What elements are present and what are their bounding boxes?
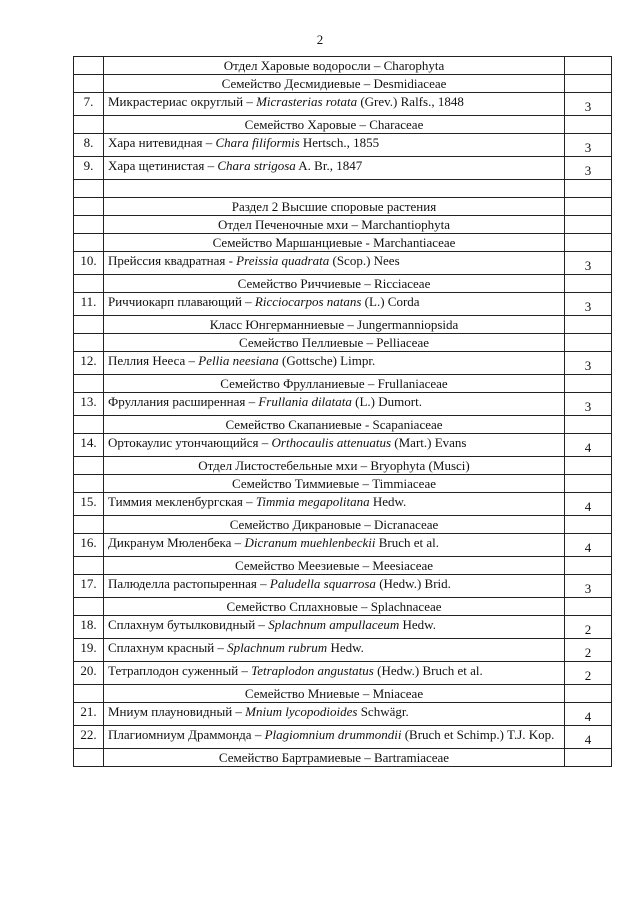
- row-number-cell: [74, 57, 104, 75]
- species-russian-name: Риччиокарп плавающий –: [108, 294, 255, 309]
- species-author: Bruch et al.: [375, 535, 440, 550]
- species-russian-name: Микрастериас округлый –: [108, 94, 257, 109]
- row-number-cell: [74, 198, 104, 216]
- table-row: [74, 134, 612, 157]
- species-name-cell: [104, 616, 565, 639]
- species-latin-name: Preissia quadrata: [236, 253, 330, 268]
- species-latin-name: Paludella squarrosa: [269, 576, 376, 591]
- row-number-cell: 11.: [74, 293, 104, 316]
- row-number-cell: 10.: [74, 252, 104, 275]
- species-latin-name: Splachnum ampullaceum: [268, 617, 400, 632]
- species-russian-name: Прейссия квадратная -: [108, 253, 237, 268]
- section-header-cell: Семейство Дикрановые – Dicranaceae: [104, 516, 565, 534]
- species-name-cell: [104, 252, 565, 275]
- row-number-cell: 12.: [74, 352, 104, 375]
- category-cell: [565, 180, 612, 198]
- category-cell: 3: [565, 93, 612, 116]
- row-number-cell: [74, 334, 104, 352]
- section-header-cell: Семейство Маршанциевые - Marchantiaceae: [104, 234, 565, 252]
- table-row: [74, 198, 612, 216]
- table-row: [74, 516, 612, 534]
- species-latin-name: Mnium lycopodioides: [245, 704, 358, 719]
- section-header-cell: Семейство Мниевые – Mniaceae: [104, 685, 565, 703]
- row-number-cell: [74, 475, 104, 493]
- table-row: [74, 457, 612, 475]
- table-row: [74, 598, 612, 616]
- species-russian-name: Мниум плауновидный –: [108, 704, 246, 719]
- table-row: [74, 116, 612, 134]
- row-number-cell: 13.: [74, 393, 104, 416]
- species-name-cell: [104, 157, 565, 180]
- category-cell: [565, 116, 612, 134]
- species-author: (Hedw.) Bruch et al.: [373, 663, 483, 678]
- category-cell: [565, 334, 612, 352]
- category-cell: [565, 557, 612, 575]
- species-name-cell: [104, 434, 565, 457]
- category-cell: 3: [565, 293, 612, 316]
- species-table-body: [74, 57, 612, 767]
- category-cell: 2: [565, 662, 612, 685]
- row-number-cell: 19.: [74, 639, 104, 662]
- species-russian-name: Пеллия Нееса –: [108, 353, 199, 368]
- species-russian-name: Сплахнум бутылковидный –: [108, 617, 269, 632]
- table-row: [74, 334, 612, 352]
- row-number-cell: [74, 516, 104, 534]
- species-latin-name: Tetraplodon angustatus: [251, 663, 374, 678]
- species-author: (Grev.) Ralfs., 1848: [357, 94, 464, 109]
- table-row: [74, 534, 612, 557]
- row-number-cell: 15.: [74, 493, 104, 516]
- species-author: Hedw.: [327, 640, 364, 655]
- category-cell: [565, 316, 612, 334]
- row-number-cell: [74, 275, 104, 293]
- category-cell: 4: [565, 434, 612, 457]
- category-cell: [565, 275, 612, 293]
- row-number-cell: [74, 416, 104, 434]
- section-header-cell: Раздел 2 Высшие споровые растения: [104, 198, 565, 216]
- species-latin-name: Timmia megapolitana: [255, 494, 370, 509]
- table-row: [74, 57, 612, 75]
- species-name-cell: [104, 726, 565, 749]
- species-latin-name: Dicranum muehlenbeckii: [244, 535, 376, 550]
- row-number-cell: [74, 234, 104, 252]
- species-latin-name: Micrasterias rotata: [256, 94, 358, 109]
- category-cell: 3: [565, 352, 612, 375]
- table-row: [74, 93, 612, 116]
- table-row: [74, 434, 612, 457]
- row-number-cell: [74, 457, 104, 475]
- species-author: A. Br., 1847: [295, 158, 363, 173]
- section-header-cell: Семейство Риччиевые – Ricciaceae: [104, 275, 565, 293]
- species-name-cell: [104, 639, 565, 662]
- section-header-cell: Отдел Харовые водоросли – Charophyta: [104, 57, 565, 75]
- species-table: [73, 56, 612, 767]
- category-cell: [565, 685, 612, 703]
- species-name-cell: [104, 352, 565, 375]
- section-header-cell: Семейство Десмидиевые – Desmidiaceae: [104, 75, 565, 93]
- species-russian-name: Хара нитевидная –: [108, 135, 216, 150]
- category-cell: 3: [565, 157, 612, 180]
- species-name-cell: [104, 703, 565, 726]
- category-cell: [565, 57, 612, 75]
- category-cell: [565, 516, 612, 534]
- species-author: Schwägr.: [357, 704, 409, 719]
- species-author: (L.) Corda: [361, 294, 420, 309]
- row-number-cell: 9.: [74, 157, 104, 180]
- species-russian-name: Плагиомниум Драммонда –: [108, 727, 265, 742]
- row-number-cell: 16.: [74, 534, 104, 557]
- category-cell: [565, 475, 612, 493]
- category-cell: 2: [565, 639, 612, 662]
- species-author: Hertsch., 1855: [299, 135, 380, 150]
- table-row: [74, 493, 612, 516]
- category-cell: 4: [565, 703, 612, 726]
- species-name-cell: [104, 134, 565, 157]
- species-latin-name: Chara strigosa: [217, 158, 296, 173]
- section-header-cell: Семейство Бартрамиевые – Bartramiaceae: [104, 749, 565, 767]
- row-number-cell: 8.: [74, 134, 104, 157]
- row-number-cell: [74, 557, 104, 575]
- species-author: (Scop.) Nees: [329, 253, 400, 268]
- page-number: 2: [316, 32, 324, 47]
- category-cell: 4: [565, 493, 612, 516]
- table-row: [74, 275, 612, 293]
- species-latin-name: Chara filiformis: [215, 135, 300, 150]
- species-russian-name: Дикранум Мюленбека –: [108, 535, 245, 550]
- species-name-cell: [104, 293, 565, 316]
- row-number-cell: [74, 598, 104, 616]
- category-cell: 3: [565, 393, 612, 416]
- table-row: [74, 157, 612, 180]
- row-number-cell: [74, 75, 104, 93]
- row-number-cell: [74, 749, 104, 767]
- section-header-cell: Семейство Тиммиевые – Timmiaceae: [104, 475, 565, 493]
- table-row: [74, 662, 612, 685]
- species-russian-name: Фруллания расширенная –: [108, 394, 259, 409]
- category-cell: 4: [565, 726, 612, 749]
- section-header-cell: Семейство Пеллиевые – Pelliaceae: [104, 334, 565, 352]
- category-cell: [565, 75, 612, 93]
- section-header-cell: Семейство Сплахновые – Splachnaceae: [104, 598, 565, 616]
- row-number-cell: [74, 316, 104, 334]
- section-header-cell: Семейство Харовые – Characeae: [104, 116, 565, 134]
- category-cell: 2: [565, 616, 612, 639]
- species-latin-name: Ricciocarpos natans: [254, 294, 362, 309]
- category-cell: [565, 749, 612, 767]
- species-author: (Mart.) Evans: [391, 435, 467, 450]
- table-row: [74, 216, 612, 234]
- table-row: [74, 726, 612, 749]
- row-number-cell: [74, 685, 104, 703]
- table-row: [74, 375, 612, 393]
- table-row: [74, 475, 612, 493]
- row-number-cell: 20.: [74, 662, 104, 685]
- species-latin-name: Splachnum rubrum: [227, 640, 328, 655]
- row-number-cell: [74, 375, 104, 393]
- species-name-cell: [104, 393, 565, 416]
- table-row: [74, 316, 612, 334]
- species-russian-name: Хара щетинистая –: [108, 158, 218, 173]
- species-name-cell: [104, 662, 565, 685]
- section-header-cell: Отдел Печеночные мхи – Marchantiophyta: [104, 216, 565, 234]
- row-number-cell: [74, 116, 104, 134]
- species-author: (Bruch et Schimp.) T.J. Kop.: [401, 727, 555, 742]
- table-row: [74, 293, 612, 316]
- row-number-cell: 17.: [74, 575, 104, 598]
- species-latin-name: Frullania dilatata: [258, 394, 352, 409]
- category-cell: [565, 416, 612, 434]
- row-number-cell: [74, 180, 104, 198]
- species-name-cell: [104, 93, 565, 116]
- table-row: [74, 352, 612, 375]
- species-russian-name: Сплахнум красный –: [108, 640, 228, 655]
- species-russian-name: Тиммия мекленбургская –: [108, 494, 256, 509]
- category-cell: [565, 457, 612, 475]
- table-row: [74, 75, 612, 93]
- section-header-cell: Семейство Меезиевые – Meesiaceae: [104, 557, 565, 575]
- species-name-cell: [104, 575, 565, 598]
- category-cell: [565, 598, 612, 616]
- species-name-cell: [104, 493, 565, 516]
- table-row: [74, 749, 612, 767]
- row-number-cell: 14.: [74, 434, 104, 457]
- category-cell: [565, 375, 612, 393]
- species-latin-name: Plagiomnium drummondii: [264, 727, 402, 742]
- table-row: [74, 703, 612, 726]
- species-latin-name: Pellia neesiana: [198, 353, 279, 368]
- species-latin-name: Orthocaulis attenuatus: [271, 435, 392, 450]
- row-number-cell: 22.: [74, 726, 104, 749]
- row-number-cell: 7.: [74, 93, 104, 116]
- species-name-cell: [104, 534, 565, 557]
- species-author: (L.) Dumort.: [351, 394, 422, 409]
- species-author: Hedw.: [369, 494, 407, 509]
- table-row: [74, 416, 612, 434]
- table-row: [74, 252, 612, 275]
- section-header-cell: Семейство Фрулланиевые – Frullaniaceae: [104, 375, 565, 393]
- section-header-cell: Класс Юнгерманниевые – Jungermanniopsida: [104, 316, 565, 334]
- species-author: Hedw.: [399, 617, 436, 632]
- section-header-cell: Семейство Скапаниевые - Scapaniaceae: [104, 416, 565, 434]
- category-cell: 3: [565, 134, 612, 157]
- row-number-cell: 18.: [74, 616, 104, 639]
- category-cell: [565, 198, 612, 216]
- table-row: [74, 685, 612, 703]
- table-row: [74, 234, 612, 252]
- table-row: [74, 575, 612, 598]
- table-row: [74, 557, 612, 575]
- table-row: [74, 393, 612, 416]
- category-cell: 3: [565, 252, 612, 275]
- table-row: [74, 616, 612, 639]
- table-row: [74, 639, 612, 662]
- row-number-cell: [74, 216, 104, 234]
- species-russian-name: Палюделла растопыренная –: [108, 576, 270, 591]
- section-header-cell: Отдел Листостебельные мхи – Bryophyta (Musci): [104, 457, 565, 475]
- species-author: (Hedw.) Brid.: [375, 576, 451, 591]
- category-cell: 4: [565, 534, 612, 557]
- category-cell: [565, 216, 612, 234]
- species-russian-name: Тетраплодон суженный –: [108, 663, 252, 678]
- category-cell: [565, 234, 612, 252]
- species-name-cell: [104, 180, 565, 198]
- species-russian-name: Ортокаулис утончающийся –: [108, 435, 272, 450]
- table-row: [74, 180, 612, 198]
- species-author: (Gottsche) Limpr.: [278, 353, 376, 368]
- category-cell: 3: [565, 575, 612, 598]
- row-number-cell: 21.: [74, 703, 104, 726]
